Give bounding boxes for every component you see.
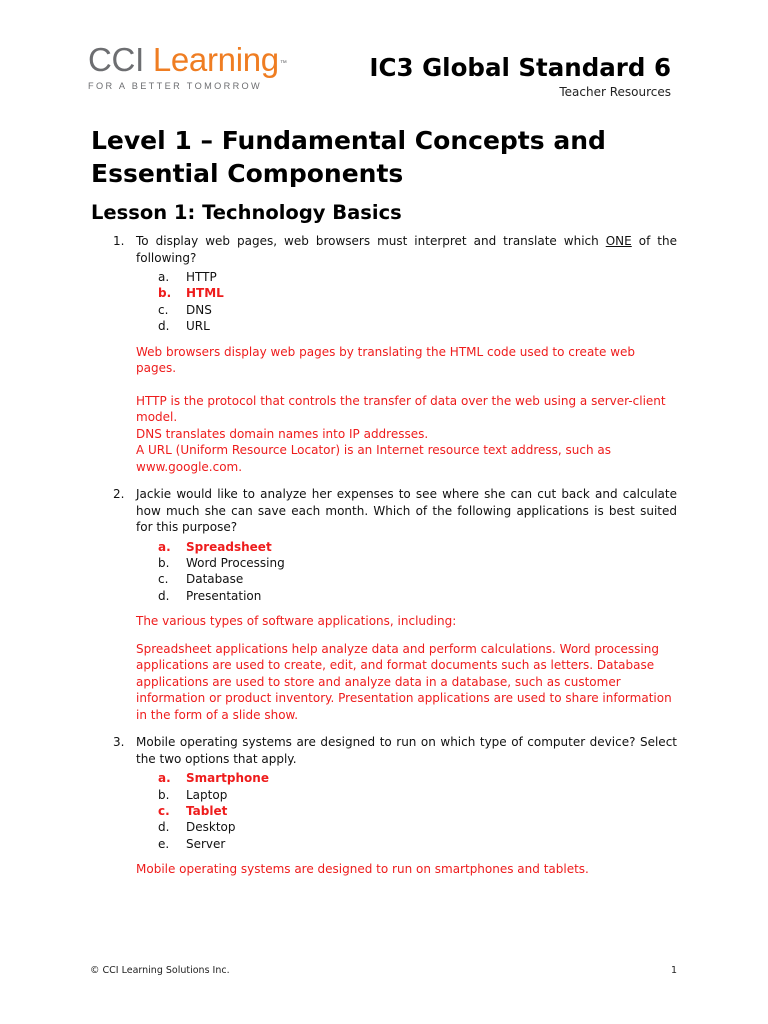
answer-explanation: HTTP is the protocol that controls the transfer of data over the web using a server-client model. (136, 393, 666, 425)
question-text (136, 233, 677, 266)
footer-page-number: 1 (670, 965, 677, 976)
option-letter: b. (158, 286, 172, 301)
footer-copyright: © CCI Learning Solutions Inc. (90, 965, 230, 976)
answer-option-c (136, 571, 677, 587)
question-text-before: To display web pages, web browsers must interpret and translate which (136, 234, 599, 248)
answer-options (136, 770, 677, 852)
option-text: Desktop (186, 820, 236, 835)
option-letter: c. (158, 572, 169, 587)
option-text: Smartphone (186, 771, 269, 786)
option-letter: a. (158, 771, 171, 786)
logo-trademark: ™ (279, 60, 287, 67)
lesson-title: Lesson 1: Technology Basics (91, 201, 402, 224)
answer-option-d (136, 819, 677, 835)
answer-explanation: A URL (Uniform Resource Locator) is an Internet resource text address, such as www.google.com. (136, 443, 612, 474)
answer-option-d (136, 588, 677, 604)
option-text: Server (186, 836, 226, 851)
logo-tagline: FOR A BETTER TOMORROW (88, 81, 263, 91)
option-letter: e. (158, 836, 170, 851)
option-text: HTML (186, 286, 224, 301)
answer-option-a-correct (136, 770, 677, 786)
answer-options (136, 269, 677, 335)
answer-option-e (136, 836, 677, 852)
question-number: 1. (113, 234, 125, 248)
question-emphasis: ONE (605, 234, 632, 248)
document-title: IC3 Global Standard 6 (369, 53, 671, 82)
cci-learning-logo (88, 42, 298, 91)
question-number: 3. (113, 735, 125, 750)
question-1 (91, 233, 677, 475)
document-subtitle: Teacher Resources (559, 85, 671, 99)
option-text: Spreadsheet (186, 539, 272, 554)
question-2 (91, 486, 677, 723)
option-text: DNS (186, 302, 212, 317)
answer-option-b (136, 555, 677, 571)
answer-option-c (136, 302, 677, 318)
answer-explanation: DNS translates domain names into IP addresses. (136, 426, 429, 441)
answer-explanation: The various types of software applications, including: (136, 614, 457, 629)
option-text: Database (186, 572, 244, 587)
answer-options (136, 539, 677, 605)
option-letter: b. (158, 787, 170, 802)
answer-option-d (136, 318, 677, 334)
option-text: Word Processing (186, 556, 285, 571)
question-text-after: of the following? (136, 234, 677, 265)
option-letter: c. (158, 804, 170, 819)
option-letter: d. (158, 319, 170, 334)
answer-explanation: Web browsers display web pages by translating the HTML code used to create web pages. (136, 344, 636, 376)
answer-option-a-correct (136, 539, 677, 555)
question-text: Mobile operating systems are designed to run on which type of computer device? Select the two options that apply. (136, 735, 677, 766)
option-text: Laptop (186, 787, 228, 802)
logo-wordmark (88, 42, 298, 78)
logo-brand-cci: CCI (88, 41, 144, 78)
option-text: HTTP (186, 270, 217, 284)
option-text: Tablet (186, 804, 228, 819)
option-letter: d. (158, 820, 170, 835)
question-3 (91, 734, 677, 878)
question-number: 2. (113, 487, 125, 502)
logo-brand-learning: Learning (152, 41, 279, 78)
question-text: Jackie would like to analyze her expenses to see where she can cut back and calculate how much she can save each month. Which of the following applications is best suited for this purpose? (136, 487, 677, 535)
option-letter: c. (158, 302, 169, 317)
option-letter: b. (158, 556, 170, 571)
option-letter: a. (158, 539, 171, 554)
answer-option-b (136, 787, 677, 803)
answer-option-a (136, 269, 677, 285)
document-header (369, 52, 671, 100)
answer-option-b-correct (136, 285, 677, 301)
option-text: Presentation (186, 588, 262, 603)
option-text: URL (186, 319, 210, 334)
option-letter: d. (158, 588, 170, 603)
answer-option-c-correct (136, 803, 677, 819)
document-body (91, 124, 677, 878)
answer-explanation: Mobile operating systems are designed to run on smartphones and tablets. (136, 862, 589, 877)
level-title: Level 1 – Fundamental Concepts and Essential Components (91, 126, 606, 188)
option-letter: a. (158, 270, 170, 284)
answer-explanation: Spreadsheet applications help analyze data and perform calculations. Word processing applications are used to create, edit, and format documents such as letters. Database applications are used to store and analyze data in a database, such as customer information or product inventory. Presentation applications are used to share information in the form of a slide show. (136, 641, 672, 722)
